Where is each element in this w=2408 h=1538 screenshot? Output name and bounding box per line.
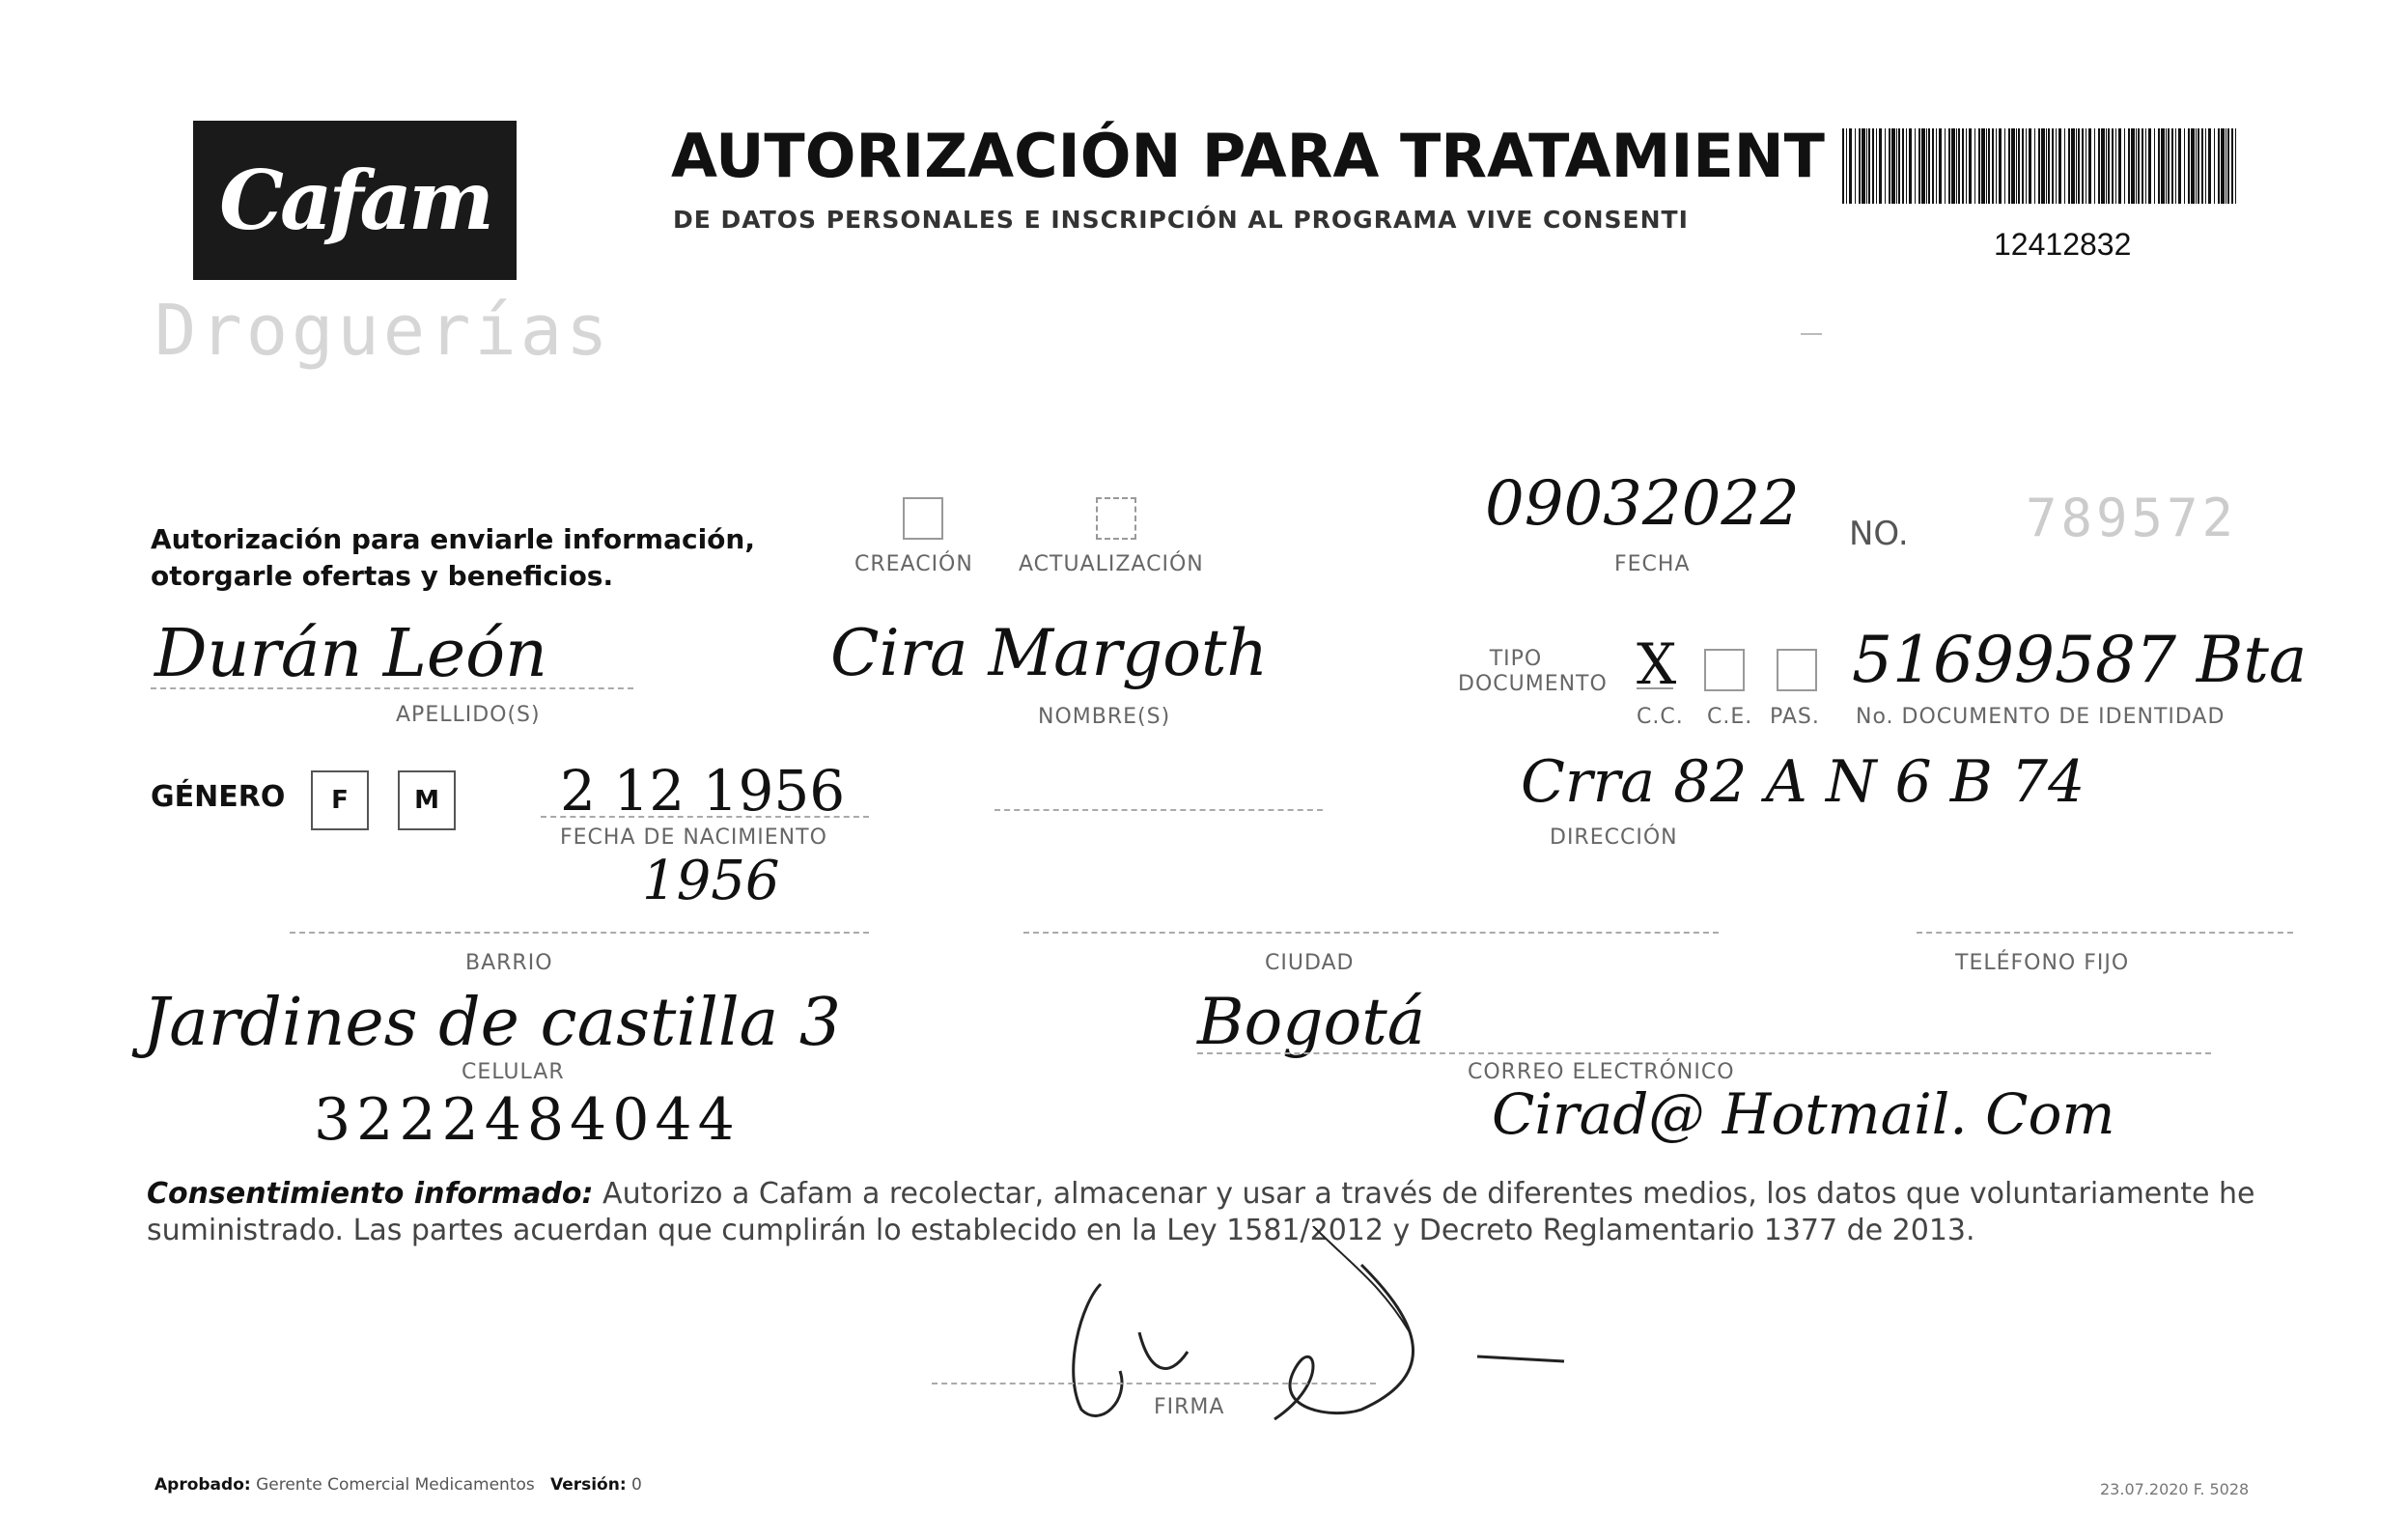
- barcode-bar: [1921, 128, 1925, 204]
- barcode-bar: [2022, 128, 2024, 204]
- fecha-nacimiento-value: 2 12 1956: [560, 758, 846, 824]
- barcode-bar: [2138, 128, 2140, 204]
- apellidos-line: [151, 687, 633, 689]
- direccion-value: Crra 82 A N 6 B 74: [1521, 748, 2086, 816]
- fecha-value: 09032022: [1485, 468, 1800, 540]
- barcode-bar: [1948, 128, 1950, 204]
- barcode-bar: [1868, 128, 1870, 204]
- barcode-bar: [2191, 128, 2195, 204]
- cc-label: C.C.: [1637, 705, 1684, 729]
- barrio-line: [290, 932, 869, 934]
- barcode-bar: [1896, 128, 1897, 204]
- barcode-bar: [2158, 128, 2160, 204]
- barcode: [1842, 128, 2238, 204]
- doc-number-label: No. DOCUMENTO DE IDENTIDAD: [1856, 705, 2226, 729]
- ciudad-line: [1023, 932, 1719, 934]
- correo-label: CORREO ELECTRÓNICO: [1468, 1060, 1735, 1084]
- barcode-bar: [2041, 128, 2045, 204]
- barcode-bar: [1996, 128, 1997, 204]
- barcode-bar: [2136, 128, 2137, 204]
- footer-approval: [154, 1475, 642, 1495]
- barcode-bar: [2112, 128, 2114, 204]
- fecha-nacimiento-line: [541, 816, 869, 818]
- barcode-bar: [2018, 128, 2020, 204]
- barcode-bar: [2076, 128, 2077, 204]
- barcode-bar: [2026, 128, 2027, 204]
- barrio-label: BARRIO: [465, 951, 553, 975]
- barcode-bar: [2142, 128, 2143, 204]
- barcode-bar: [2166, 128, 2167, 204]
- intro-text: Autorización para enviarle información, otorgarle ofertas y beneficios.: [151, 523, 755, 592]
- firma-label: FIRMA: [1154, 1395, 1225, 1419]
- barcode-bar: [2145, 128, 2146, 204]
- brand-subtitle: Droguerías: [154, 290, 612, 371]
- cc-mark: X: [1637, 631, 1677, 697]
- nombres-value: Cira Margoth: [830, 616, 1268, 690]
- barcode-bar: [1859, 128, 1861, 204]
- pas-label: PAS.: [1770, 705, 1820, 729]
- barcode-bar: [1906, 128, 1907, 204]
- barcode-bar: [2058, 128, 2061, 204]
- barcode-bar: [2016, 128, 2017, 204]
- barcode-bar: [1909, 128, 1912, 204]
- aprobado-value: Gerente Comercial Medicamentos: [256, 1475, 535, 1495]
- barcode-bar: [2088, 128, 2091, 204]
- barcode-bar: [2115, 128, 2116, 204]
- barcode-bar: [2227, 128, 2229, 204]
- fecha-label: FECHA: [1614, 552, 1691, 576]
- barcode-bar: [1939, 128, 1942, 204]
- barcode-bar: [2154, 128, 2155, 204]
- barcode-bar: [2098, 128, 2100, 204]
- barcode-bar: [2106, 128, 2107, 204]
- barcode-bar: [1962, 128, 1964, 204]
- celular-value: 3222484044: [314, 1086, 741, 1154]
- consent-text: Autorizo a Cafam a recolectar, almacenar y usar a través de diferentes medios, los datos que voluntariamente he suministrado. Las partes acuerdan que cumplirán lo establecido en la Ley 1581/2012 y Decreto Reglamentario 1377 de 2013.: [147, 1177, 2255, 1247]
- barcode-bar: [2038, 128, 2040, 204]
- barcode-bar: [1992, 128, 1994, 204]
- barcode-bar: [2068, 128, 2070, 204]
- barcode-bar: [2171, 128, 2173, 204]
- barcode-bar: [2108, 128, 2110, 204]
- barcode-bar: [1978, 128, 1980, 204]
- barcode-number: 12412832: [1994, 227, 2132, 262]
- actualizacion-label: ACTUALIZACIÓN: [1019, 552, 1204, 576]
- genero-m-box[interactable]: M: [398, 770, 456, 830]
- barcode-bar: [1876, 128, 1877, 204]
- barcode-bar: [1915, 128, 1916, 204]
- direccion-label: DIRECCIÓN: [1550, 825, 1678, 850]
- barcode-bar: [2235, 128, 2236, 204]
- barcode-bar: [2064, 128, 2065, 204]
- barcode-bar: [1981, 128, 1985, 204]
- barcode-bar: [1866, 128, 1867, 204]
- barcode-bar: [2082, 128, 2084, 204]
- barcode-bar: [2205, 128, 2206, 204]
- logo-text: Cafam: [219, 153, 490, 248]
- barcode-bar: [1956, 128, 1957, 204]
- barcode-bar: [1986, 128, 1987, 204]
- barcode-bar: [2048, 128, 2050, 204]
- barcode-bar: [2188, 128, 2190, 204]
- fecha-nacimiento-label: FECHA DE NACIMIENTO: [560, 825, 827, 850]
- barcode-bar: [1932, 128, 1934, 204]
- nombres-label: NOMBRE(S): [1038, 705, 1171, 729]
- aprobado-label: Aprobado:: [154, 1475, 251, 1495]
- barcode-bar: [1879, 128, 1882, 204]
- barcode-bar: [1951, 128, 1955, 204]
- document-title: AUTORIZACIÓN PARA TRATAMIENT: [671, 121, 1825, 191]
- barcode-bar: [2178, 128, 2181, 204]
- creacion-checkbox[interactable]: [903, 497, 943, 540]
- barcode-bar: [1842, 128, 1844, 204]
- barcode-bar: [2218, 128, 2220, 204]
- no-label: NO.: [1849, 515, 1909, 553]
- barcode-bar: [1902, 128, 1904, 204]
- barcode-bar: [1926, 128, 1927, 204]
- version-label: Versión:: [549, 1475, 627, 1495]
- barcode-bar: [2131, 128, 2135, 204]
- version-value: 0: [631, 1475, 642, 1495]
- barcode-bar: [2214, 128, 2215, 204]
- barcode-bar: [2148, 128, 2151, 204]
- form-number: 789572: [2026, 488, 2238, 548]
- apellidos-value: Durán León: [154, 616, 547, 692]
- barcode-bar: [2161, 128, 2165, 204]
- barcode-bar: [2011, 128, 2015, 204]
- barcode-bar: [2078, 128, 2080, 204]
- correo-value: Cirad@ Hotmail. Com: [1492, 1081, 2115, 1147]
- barcode-bar: [2201, 128, 2203, 204]
- barcode-bar: [1862, 128, 1865, 204]
- pas-checkbox[interactable]: [1777, 649, 1817, 691]
- cc-checkbox[interactable]: [1637, 631, 1677, 697]
- barcode-bar: [2184, 128, 2185, 204]
- barcode-bar: [1849, 128, 1852, 204]
- document-subtitle: DE DATOS PERSONALES E INSCRIPCIÓN AL PROGRAMA VIVE CONSENTI: [673, 206, 1689, 234]
- barcode-bar: [1966, 128, 1967, 204]
- barcode-bar: [2175, 128, 2176, 204]
- barcode-bar: [2094, 128, 2095, 204]
- telefono-line: [1917, 932, 2293, 934]
- barcode-bar: [1958, 128, 1960, 204]
- barcode-bar: [2071, 128, 2075, 204]
- apellidos-label: APELLIDO(S): [396, 703, 541, 727]
- barcode-bar: [2101, 128, 2105, 204]
- barcode-bar: [1885, 128, 1886, 204]
- barcode-bar: [2029, 128, 2031, 204]
- genero-label: GÉNERO: [151, 780, 286, 814]
- footer-code: 23.07.2020 F. 5028: [2100, 1480, 2250, 1498]
- barcode-bar: [2208, 128, 2211, 204]
- telefono-label: TELÉFONO FIJO: [1955, 951, 2130, 975]
- barcode-bar: [2046, 128, 2047, 204]
- barcode-bar: [2221, 128, 2225, 204]
- barcode-bar: [1872, 128, 1874, 204]
- ce-checkbox[interactable]: [1704, 649, 1745, 691]
- creacion-label: CREACIÓN: [854, 552, 973, 576]
- barcode-bar: [1891, 128, 1895, 204]
- doc-number-value: 51699587 Bta: [1852, 623, 2308, 697]
- barcode-bar: [2196, 128, 2197, 204]
- barcode-bar: [1999, 128, 2002, 204]
- barcode-bar: [2128, 128, 2130, 204]
- barcode-bar: [1945, 128, 1946, 204]
- ciudad-label: CIUDAD: [1265, 951, 1355, 975]
- ce-label: C.E.: [1707, 705, 1753, 729]
- consent-lead: Consentimiento informado:: [147, 1177, 594, 1211]
- barcode-bar: [1988, 128, 1990, 204]
- barcode-bar: [1898, 128, 1900, 204]
- barcode-bar: [1918, 128, 1920, 204]
- barcode-bar: [1928, 128, 1930, 204]
- cafam-logo: [193, 121, 517, 280]
- barcode-bar: [2056, 128, 2057, 204]
- barcode-bar: [2168, 128, 2170, 204]
- divider: [1801, 333, 1822, 335]
- barcode-bar: [1889, 128, 1890, 204]
- tipo-documento-label: TIPO DOCUMENTO: [1458, 647, 1608, 696]
- barcode-bar: [1974, 128, 1975, 204]
- barcode-bar: [2004, 128, 2005, 204]
- barcode-bar: [1855, 128, 1856, 204]
- ciudad-value-line: [1197, 1052, 2211, 1054]
- barcode-bar: [1846, 128, 1847, 204]
- genero-f-box[interactable]: F: [311, 770, 369, 830]
- barcode-bar: [2008, 128, 2010, 204]
- actualizacion-checkbox[interactable]: [1096, 497, 1136, 540]
- barcode-bar: [2118, 128, 2121, 204]
- barcode-bar: [2052, 128, 2054, 204]
- barcode-bar: [2198, 128, 2199, 204]
- firma-line: [932, 1383, 1376, 1384]
- barcode-bar: [2124, 128, 2125, 204]
- fecha-nacimiento-extra: 1956: [642, 850, 780, 912]
- ciudad-value: Bogotá: [1197, 985, 1426, 1059]
- barrio-value: Jardines de castilla 3: [143, 985, 842, 1061]
- barcode-bar: [2231, 128, 2233, 204]
- barcode-bar: [2034, 128, 2035, 204]
- blank-line: [994, 809, 1323, 811]
- signature: [1043, 1226, 1583, 1448]
- celular-label: CELULAR: [462, 1060, 565, 1084]
- barcode-bar: [1969, 128, 1972, 204]
- barcode-bar: [1936, 128, 1937, 204]
